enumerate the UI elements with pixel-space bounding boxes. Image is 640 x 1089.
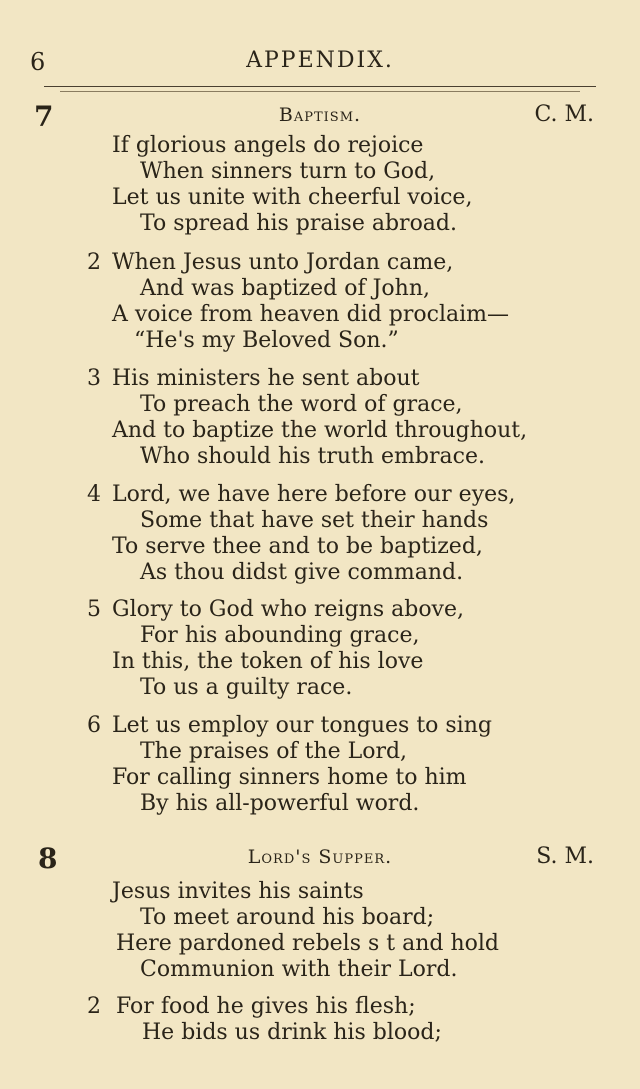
stanza-number: 2 bbox=[87, 250, 101, 275]
verse-line: As thou didst give command. bbox=[140, 560, 464, 585]
verse-line: A voice from heaven did proclaim— bbox=[112, 302, 510, 327]
verse-line: “He's my Beloved Son.” bbox=[134, 328, 399, 353]
verse-line: To spread his praise abroad. bbox=[140, 211, 458, 236]
header-rule-thin bbox=[60, 91, 580, 92]
hymn-number: 8 bbox=[38, 842, 58, 875]
verse-line: Let us employ our tongues to sing bbox=[112, 713, 492, 738]
header-rule bbox=[44, 86, 596, 87]
verse-line: When Jesus unto Jordan came, bbox=[112, 250, 454, 275]
verse-line: Jesus invites his saints bbox=[112, 879, 364, 904]
verse-line: When sinners turn to God, bbox=[140, 159, 436, 184]
verse-line: Some that have set their hands bbox=[140, 508, 489, 533]
page-title: APPENDIX. bbox=[246, 48, 394, 73]
verse-line: To serve thee and to be baptized, bbox=[112, 534, 483, 559]
verse-line: Here pardoned rebels s t and hold bbox=[116, 931, 500, 956]
hymn-heading bbox=[0, 842, 640, 875]
hymn-meter: S. M. bbox=[536, 844, 594, 869]
verse-line: In this, the token of his love bbox=[112, 649, 424, 674]
verse-line: For his abounding grace, bbox=[140, 623, 420, 648]
verse-line: Who should his truth embrace. bbox=[140, 444, 485, 469]
verse-line: His ministers he sent about bbox=[112, 366, 420, 391]
verse-line: Lord, we have here before our eyes, bbox=[112, 482, 516, 507]
verse-line: For food he gives his flesh; bbox=[116, 994, 416, 1019]
verse-line: Let us unite with cheerful voice, bbox=[112, 185, 473, 210]
stanza-number: 3 bbox=[87, 366, 101, 391]
stanza-number: 2 bbox=[87, 994, 101, 1019]
hymn-title: Baptism. bbox=[278, 104, 362, 126]
hymn-number: 7 bbox=[34, 100, 54, 133]
hymn-meter: C. M. bbox=[534, 102, 594, 127]
verse-line: And to baptize the world throughout, bbox=[112, 418, 528, 443]
verse-line: If glorious angels do rejoice bbox=[112, 133, 424, 158]
verse-line: And was baptized of John, bbox=[140, 276, 430, 301]
verse-line: By his all-powerful word. bbox=[140, 791, 420, 816]
hymn-title: Lord's Supper. bbox=[247, 846, 393, 868]
verse-line: To meet around his board; bbox=[140, 905, 435, 930]
verse-line: For calling sinners home to him bbox=[112, 765, 467, 790]
stanza-number: 4 bbox=[87, 482, 101, 507]
verse-line: To preach the word of grace, bbox=[140, 392, 463, 417]
verse-line: He bids us drink his blood; bbox=[142, 1020, 442, 1045]
verse-line: The praises of the Lord, bbox=[140, 739, 408, 764]
stanza-number: 6 bbox=[87, 713, 101, 738]
running-head bbox=[0, 48, 640, 80]
hymn-heading bbox=[0, 100, 640, 133]
verse-line: To us a guilty race. bbox=[140, 675, 353, 700]
stanza-number: 5 bbox=[87, 597, 101, 622]
verse-line: Communion with their Lord. bbox=[140, 957, 458, 982]
verse-line: Glory to God who reigns above, bbox=[112, 597, 464, 622]
page-number: 6 bbox=[30, 48, 46, 76]
